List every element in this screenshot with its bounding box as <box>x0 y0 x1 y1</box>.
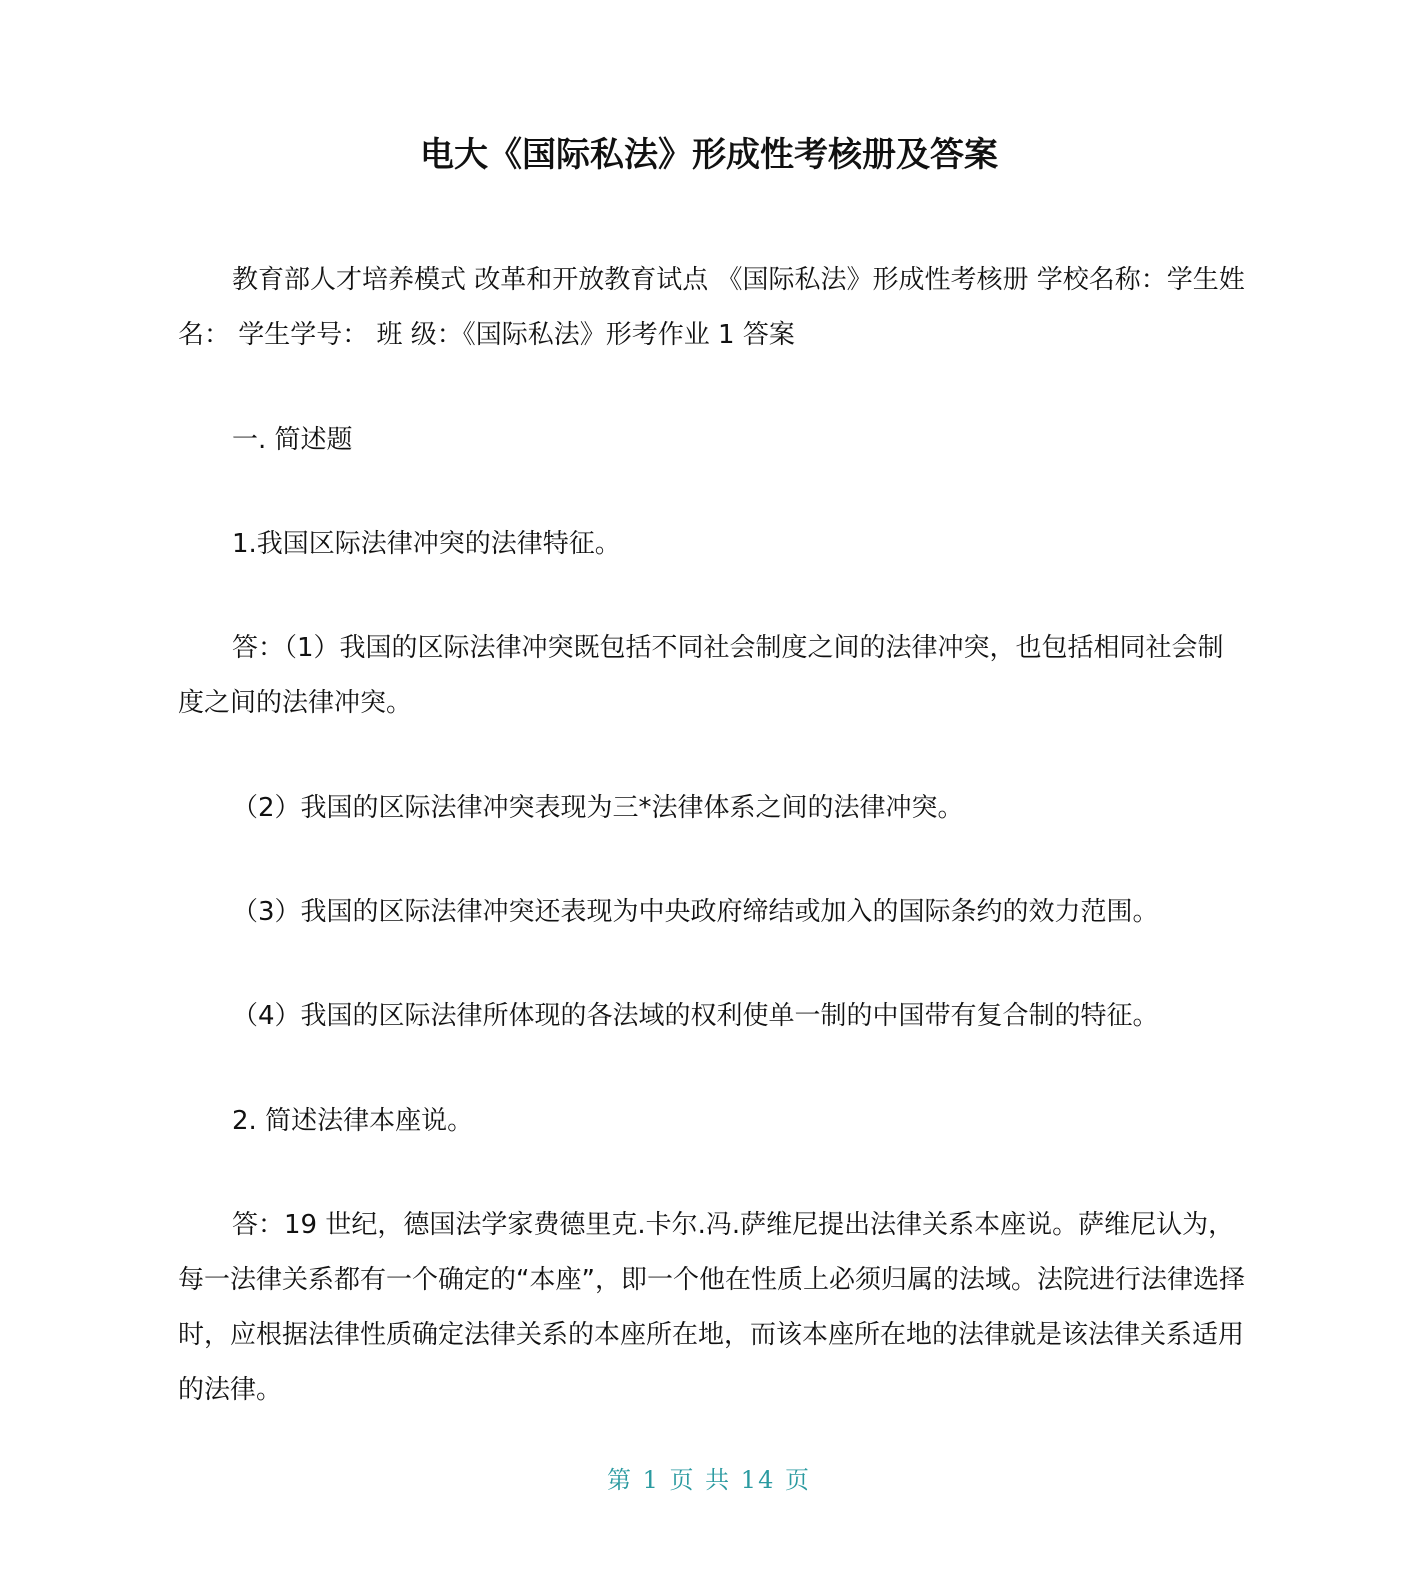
question-1: 1.我国区际法律冲突的法律特征。 <box>232 529 621 559</box>
question-2: 2. 简述法律本座说。 <box>232 1106 474 1136</box>
intro-paragraph: 教育部人才培养模式 改革和开放教育试点 《国际私法》形成性考核册 学校名称：学生姓名： 学生学号： 班 级：《国际私法》形考作业 1 答案 <box>178 265 1245 350</box>
answer-1-point-3: （3）我国的区际法律冲突还表现为中央政府缔结或加入的国际条约的效力范围。 <box>232 897 1159 927</box>
section-heading: 一. 简述题 <box>232 425 353 455</box>
answer-1-point-2: （2）我国的区际法律冲突表现为三*法律体系之间的法律冲突。 <box>232 793 964 823</box>
answer-2: 答：19 世纪，德国法学家费德里克.卡尔.冯.萨维尼提出法律关系本座说。萨维尼认为，每一法律关系都有一个确定的“本座”，即一个他在性质上必须归属的法域。法院进行法律选择时，应根据法律性质确定法律关系的本座所在地，而该本座所在地的法律就是该法律关系适用的法律。 <box>178 1210 1245 1405</box>
answer-1-point-4: （4）我国的区际法律所体现的各法域的权利使单一制的中国带有复合制的特征。 <box>232 1001 1159 1031</box>
page-number-footer: 第 1 页 共 14 页 <box>607 1466 811 1494</box>
answer-1-point-1: 答：（1）我国的区际法律冲突既包括不同社会制度之间的法律冲突，也包括相同社会制度之间的法律冲突。 <box>178 633 1224 718</box>
document-title: 电大《国际私法》形成性考核册及答案 <box>420 135 998 175</box>
